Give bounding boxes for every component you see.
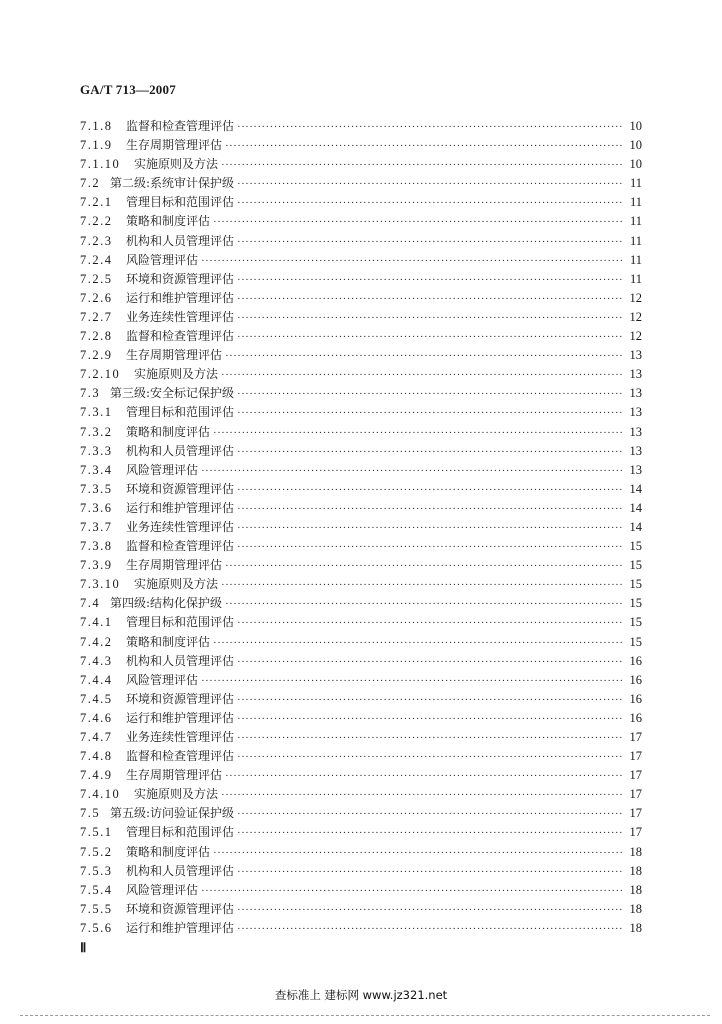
toc-entry-page: 16	[629, 710, 642, 725]
toc-entry	[80, 403, 642, 422]
toc-leader-dots	[221, 576, 622, 595]
toc-entry-number: 7.2.5	[80, 271, 113, 286]
toc-entry-number: 7.4.10	[80, 787, 121, 802]
toc-entry-number: 7.5.5	[80, 901, 113, 916]
toc-entry-title: 管理目标和范围评估	[126, 825, 235, 840]
toc-entry-page: 17	[629, 825, 642, 840]
toc-leader-dots	[225, 595, 622, 614]
toc-entry-page: 11	[629, 233, 642, 248]
toc-entry	[80, 212, 642, 231]
toc-entry-number: 7.3.4	[80, 462, 113, 477]
toc-entry	[80, 747, 642, 766]
toc-entry	[80, 804, 642, 823]
toc-entry	[80, 843, 642, 862]
toc-entry-title: 机构和人员管理评估	[126, 443, 235, 458]
toc-entry-page: 15	[629, 558, 642, 573]
toc-entry	[80, 709, 642, 728]
toc-entry	[80, 862, 642, 881]
toc-entry-title: 生存周期管理评估	[126, 768, 223, 783]
toc-entry-title: 策略和制度评估	[126, 214, 211, 229]
toc-entry	[80, 785, 642, 804]
toc-leader-dots	[225, 347, 622, 366]
toc-entry-page: 14	[629, 481, 642, 496]
toc-leader-dots	[237, 863, 622, 882]
toc-entry-title: 策略和制度评估	[126, 844, 211, 859]
toc-leader-dots	[213, 213, 622, 232]
toc-entry-page: 18	[629, 844, 642, 859]
toc-entry	[80, 728, 642, 747]
toc-entry-title: 管理目标和范围评估	[126, 195, 235, 210]
toc-leader-dots	[237, 500, 622, 519]
page-number: Ⅱ	[80, 940, 87, 955]
toc-entry	[80, 308, 642, 327]
toc-entry-page: 12	[629, 290, 642, 305]
toc-entry-page: 13	[629, 405, 642, 420]
toc-entry-page: 15	[629, 634, 642, 649]
toc-entry	[80, 155, 642, 174]
toc-entry-page: 14	[629, 500, 642, 515]
toc-entry-title: 生存周期管理评估	[126, 138, 223, 153]
table-of-contents	[80, 117, 642, 938]
toc-entry-page: 11	[629, 252, 642, 267]
toc-leader-dots	[213, 844, 622, 863]
toc-entry	[80, 251, 642, 270]
toc-leader-dots	[237, 290, 622, 309]
toc-leader-dots	[201, 672, 622, 691]
toc-entry-title: 第四级:结构化保护级	[110, 596, 223, 611]
toc-entry-title: 环境和资源管理评估	[126, 271, 235, 286]
toc-entry-page: 15	[629, 539, 642, 554]
toc-entry-number: 7.4.2	[80, 634, 113, 649]
toc-leader-dots	[237, 271, 622, 290]
toc-entry	[80, 652, 642, 671]
toc-entry	[80, 136, 642, 155]
toc-entry-page: 18	[629, 920, 642, 935]
toc-entry-page: 13	[629, 443, 642, 458]
toc-entry-title: 风险管理评估	[126, 882, 199, 897]
toc-entry-number: 7.5.3	[80, 863, 113, 878]
toc-entry-page: 11	[629, 214, 642, 229]
toc-entry-number: 7.2.2	[80, 214, 113, 229]
toc-entry-page: 15	[629, 577, 642, 592]
toc-leader-dots	[237, 901, 622, 920]
toc-leader-dots	[237, 194, 622, 213]
toc-entry	[80, 537, 642, 556]
toc-entry-number: 7.4.3	[80, 653, 113, 668]
toc-leader-dots	[237, 175, 622, 194]
toc-entry-number: 7.3.1	[80, 405, 113, 420]
toc-entry-title: 运行和维护管理评估	[126, 290, 235, 305]
toc-leader-dots	[237, 385, 622, 404]
toc-entry	[80, 900, 642, 919]
toc-entry	[80, 613, 642, 632]
toc-entry-title: 管理目标和范围评估	[126, 615, 235, 630]
toc-entry	[80, 365, 642, 384]
toc-leader-dots	[213, 634, 622, 653]
toc-entry-title: 监督和检查管理评估	[126, 329, 235, 344]
toc-entry-number: 7.2.10	[80, 367, 121, 382]
toc-entry	[80, 461, 642, 480]
toc-entry-page: 16	[629, 653, 642, 668]
toc-entry-number: 7.5	[80, 806, 101, 821]
toc-entry	[80, 174, 642, 193]
toc-entry-title: 机构和人员管理评估	[126, 653, 235, 668]
toc-entry-number: 7.2.6	[80, 290, 113, 305]
toc-entry-number: 7.2.3	[80, 233, 113, 248]
toc-entry-number: 7.5.2	[80, 844, 113, 859]
toc-entry	[80, 442, 642, 461]
toc-entry-page: 10	[629, 138, 642, 153]
toc-entry	[80, 480, 642, 499]
toc-entry-number: 7.3.2	[80, 424, 113, 439]
toc-leader-dots	[237, 404, 622, 423]
toc-entry-page: 14	[629, 519, 642, 534]
footer-watermark: 查标准上 建标网 www.jz321.net	[274, 988, 448, 1002]
toc-leader-dots	[201, 252, 622, 271]
toc-entry-number: 7.5.1	[80, 825, 113, 840]
toc-entry-title: 实施原则及方法	[134, 157, 219, 172]
toc-entry-title: 环境和资源管理评估	[126, 691, 235, 706]
toc-entry-number: 7.3.10	[80, 577, 121, 592]
toc-entry-title: 监督和检查管理评估	[126, 539, 235, 554]
toc-leader-dots	[237, 481, 622, 500]
toc-entry-number: 7.3.7	[80, 519, 113, 534]
toc-entry-page: 13	[629, 367, 642, 382]
toc-entry-page: 17	[629, 787, 642, 802]
toc-entry-number: 7.2.1	[80, 195, 113, 210]
toc-entry	[80, 327, 642, 346]
toc-entry	[80, 232, 642, 251]
toc-entry	[80, 423, 642, 442]
toc-entry-number: 7.4.1	[80, 615, 113, 630]
toc-entry-page: 17	[629, 749, 642, 764]
toc-entry	[80, 823, 642, 842]
toc-entry-page: 10	[629, 157, 642, 172]
toc-leader-dots	[237, 233, 622, 252]
toc-entry-page: 11	[629, 271, 642, 286]
toc-leader-dots	[237, 920, 622, 939]
toc-entry-number: 7.4.5	[80, 691, 113, 706]
toc-entry-number: 7.4	[80, 596, 101, 611]
toc-leader-dots	[201, 882, 622, 901]
toc-entry	[80, 690, 642, 709]
toc-entry	[80, 384, 642, 403]
toc-entry-title: 运行和维护管理评估	[126, 710, 235, 725]
toc-entry	[80, 117, 642, 136]
toc-leader-dots	[237, 824, 622, 843]
toc-leader-dots	[237, 309, 622, 328]
toc-entry-title: 业务连续性管理评估	[126, 730, 235, 744]
toc-entry	[80, 881, 642, 900]
toc-leader-dots	[225, 137, 622, 156]
toc-leader-dots	[237, 538, 622, 557]
toc-entry-page: 11	[629, 176, 642, 191]
toc-entry-number: 7.4.8	[80, 749, 113, 764]
toc-entry	[80, 594, 642, 613]
toc-leader-dots	[221, 786, 622, 805]
toc-entry-title: 风险管理评估	[126, 462, 199, 477]
toc-entry-title: 实施原则及方法	[134, 367, 219, 382]
toc-entry-number: 7.3.5	[80, 481, 113, 496]
toc-entry-number: 7.4.4	[80, 672, 113, 687]
toc-entry-title: 环境和资源管理评估	[126, 901, 235, 916]
toc-entry-page: 16	[629, 672, 642, 687]
toc-entry-title: 机构和人员管理评估	[126, 233, 235, 248]
toc-leader-dots	[237, 328, 622, 347]
toc-entry	[80, 919, 642, 938]
toc-leader-dots	[237, 614, 622, 633]
toc-entry-page: 17	[629, 730, 642, 744]
toc-leader-dots	[237, 710, 622, 729]
toc-entry-page: 12	[629, 329, 642, 344]
toc-leader-dots	[237, 691, 622, 710]
toc-entry	[80, 346, 642, 365]
toc-entry-title: 管理目标和范围评估	[126, 405, 235, 420]
toc-entry-number: 7.3	[80, 386, 101, 401]
toc-entry-title: 第五级:访问验证保护级	[110, 806, 235, 821]
toc-entry	[80, 499, 642, 518]
toc-entry-title: 机构和人员管理评估	[126, 863, 235, 878]
toc-entry-title: 第三级:安全标记保护级	[110, 386, 235, 401]
toc-entry-title: 监督和检查管理评估	[126, 749, 235, 764]
toc-leader-dots	[221, 366, 622, 385]
toc-entry-page: 17	[629, 806, 642, 821]
toc-entry-page: 13	[629, 348, 642, 363]
toc-entry-title: 监督和检查管理评估	[126, 119, 235, 133]
toc-entry-title: 运行和维护管理评估	[126, 500, 235, 515]
toc-entry-title: 生存周期管理评估	[126, 558, 223, 573]
toc-entry-title: 环境和资源管理评估	[126, 481, 235, 496]
toc-entry-page: 18	[629, 863, 642, 878]
toc-entry-number: 7.3.3	[80, 443, 113, 458]
toc-entry-number: 7.5.6	[80, 920, 113, 935]
toc-entry-title: 实施原则及方法	[134, 787, 219, 802]
toc-entry	[80, 575, 642, 594]
toc-entry-number: 7.2	[80, 176, 101, 191]
toc-entry	[80, 766, 642, 785]
toc-entry	[80, 671, 642, 690]
bottom-rule	[20, 1015, 710, 1016]
toc-entry-page: 15	[629, 615, 642, 630]
toc-leader-dots	[213, 424, 622, 443]
toc-entry-page: 18	[629, 901, 642, 916]
toc-leader-dots	[237, 118, 622, 137]
toc-entry-page: 10	[629, 119, 642, 133]
toc-entry	[80, 289, 642, 308]
toc-leader-dots	[237, 748, 622, 767]
toc-leader-dots	[237, 729, 622, 748]
toc-entry-number: 7.3.6	[80, 500, 113, 515]
toc-entry-page: 12	[629, 309, 642, 324]
toc-entry-page: 17	[629, 768, 642, 783]
toc-leader-dots	[237, 653, 622, 672]
toc-entry-title: 风险管理评估	[126, 252, 199, 267]
toc-entry-number: 7.4.7	[80, 730, 113, 744]
toc-entry-number: 7.4.9	[80, 768, 113, 783]
toc-entry-title: 生存周期管理评估	[126, 348, 223, 363]
toc-entry-page: 18	[629, 882, 642, 897]
toc-entry-title: 策略和制度评估	[126, 634, 211, 649]
toc-entry	[80, 633, 642, 652]
toc-entry-number: 7.2.7	[80, 309, 113, 324]
toc-entry-number: 7.1.10	[80, 157, 121, 172]
toc-entry-number: 7.1.9	[80, 138, 113, 153]
toc-leader-dots	[237, 519, 622, 538]
toc-entry	[80, 270, 642, 289]
toc-entry-page: 13	[629, 462, 642, 477]
toc-entry	[80, 193, 642, 212]
toc-leader-dots	[237, 805, 622, 824]
toc-entry-title: 实施原则及方法	[134, 577, 219, 592]
toc-entry-number: 7.4.6	[80, 710, 113, 725]
toc-entry-title: 第二级:系统审计保护级	[110, 176, 235, 191]
document-code: GA/T 713—2007	[80, 82, 176, 97]
toc-leader-dots	[201, 462, 622, 481]
toc-entry-title: 风险管理评估	[126, 672, 199, 687]
toc-entry-number: 7.3.8	[80, 539, 113, 554]
toc-entry-page: 15	[629, 596, 642, 611]
toc-entry-page: 13	[629, 424, 642, 439]
toc-entry-number: 7.1.8	[80, 119, 113, 133]
toc-entry	[80, 556, 642, 575]
toc-entry-number: 7.3.9	[80, 558, 113, 573]
toc-entry-page: 13	[629, 386, 642, 401]
toc-entry-page: 11	[629, 195, 642, 210]
toc-entry-number: 7.2.8	[80, 329, 113, 344]
toc-entry-title: 运行和维护管理评估	[126, 920, 235, 935]
toc-entry	[80, 518, 642, 537]
toc-leader-dots	[225, 557, 622, 576]
toc-entry-title: 业务连续性管理评估	[126, 519, 235, 534]
toc-entry-title: 业务连续性管理评估	[126, 309, 235, 324]
toc-entry-number: 7.2.9	[80, 348, 113, 363]
toc-entry-number: 7.2.4	[80, 252, 113, 267]
toc-entry-title: 策略和制度评估	[126, 424, 211, 439]
toc-leader-dots	[237, 443, 622, 462]
toc-entry-number: 7.5.4	[80, 882, 113, 897]
toc-leader-dots	[225, 767, 622, 786]
toc-leader-dots	[221, 156, 622, 175]
toc-entry-page: 16	[629, 691, 642, 706]
